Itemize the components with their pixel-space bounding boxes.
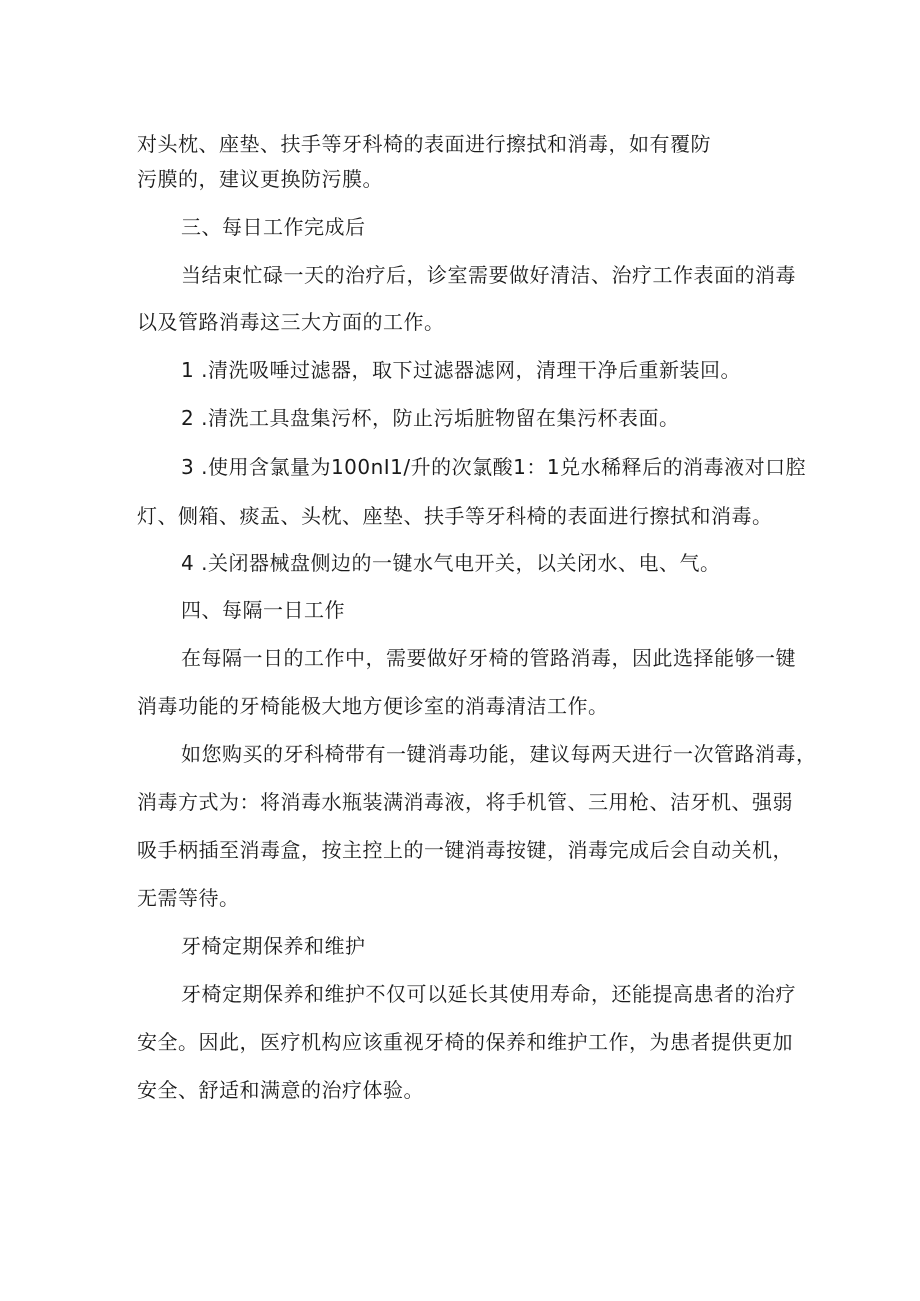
list-item: 4 .关闭器械盘侧边的一键水气电开关，以关闭水、电、气。 — [181, 551, 721, 575]
text-line: 吸手柄插至消毒盒，按主控上的一键消毒按键，消毒完成后会自动关机， — [137, 838, 793, 862]
section-heading: 四、每隔一日工作 — [181, 598, 345, 622]
section-heading: 牙椅定期保养和维护 — [181, 934, 366, 958]
text-line: 安全。因此，医疗机构应该重视牙椅的保养和维护工作，为患者提供更加 — [137, 1030, 793, 1054]
text-line: 如您购买的牙科椅带有一键消毒功能，建议每两天进行一次管路消毒， — [181, 742, 817, 766]
list-item: 2 .清洗工具盘集污杯，防止污垢脏物留在集污杯表面。 — [181, 406, 680, 430]
list-item: 1 .清洗吸唾过滤器，取下过滤器滤网，清理干净后重新装回。 — [181, 358, 741, 382]
text-line: 灯、侧箱、痰盂、头枕、座垫、扶手等牙科椅的表面进行擦拭和消毒。 — [137, 504, 773, 528]
text-line: 无需等待。 — [137, 886, 240, 910]
section-heading: 三、每日工作完成后 — [181, 215, 366, 239]
text-line: 消毒方式为：将消毒水瓶装满消毒液，将手机管、三用枪、洁牙机、强弱 — [137, 790, 793, 814]
text-line: 在每隔一日的工作中，需要做好牙椅的管路消毒，因此选择能够一键 — [181, 646, 796, 670]
text-line: 以及管路消毒这三大方面的工作。 — [137, 310, 445, 334]
text-line: 牙椅定期保养和维护不仅可以延长其使用寿命，还能提高患者的治疗 — [181, 982, 796, 1006]
text-line: 消毒功能的牙椅能极大地方便诊室的消毒清洁工作。 — [137, 694, 609, 718]
text-line: 对头枕、座垫、扶手等牙科椅的表面进行擦拭和消毒，如有覆防 — [137, 132, 711, 156]
text-line: 当结束忙碌一天的治疗后，诊室需要做好清洁、治疗工作表面的消毒 — [181, 263, 796, 287]
list-item: 3 .使用含氯量为100nI1/升的次氯酸1：1兑水稀释后的消毒液对口腔 — [181, 455, 807, 479]
text-line: 污膜的，建议更换防污膜。 — [137, 167, 383, 191]
text-line: 安全、舒适和满意的治疗体验。 — [137, 1078, 424, 1102]
